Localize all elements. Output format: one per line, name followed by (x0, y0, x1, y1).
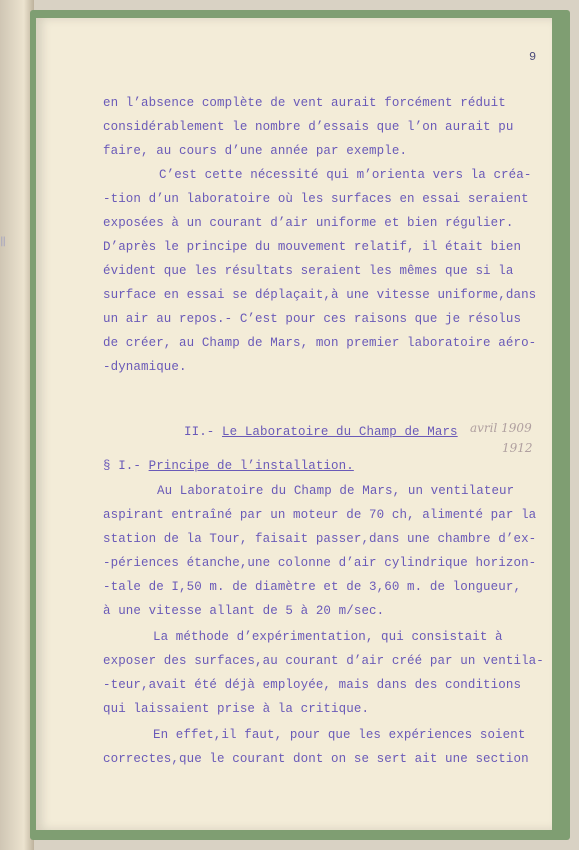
text-line: C’est cette nécessité qui m’orienta vers la créa- (159, 168, 532, 182)
text-line: aspirant entraîné par un moteur de 70 ch, alimenté par la (103, 508, 537, 522)
text-line: -teur,avait été déjà employée, mais dans des conditions (103, 678, 522, 692)
section-heading-prefix: II.- (184, 425, 223, 439)
document-page (36, 18, 552, 830)
subheading (103, 459, 354, 473)
text-line: station de la Tour, faisait passer,dans une chambre d’ex- (103, 532, 537, 546)
subheading-prefix: § I.- (103, 459, 149, 473)
handwritten-annotation: avril 1909 (470, 421, 532, 435)
text-line: un air au repos.- C’est pour ces raisons que je résolus (103, 312, 522, 326)
text-line: Au Laboratoire du Champ de Mars, un ventilateur (157, 484, 515, 498)
text-line: -dynamique. (103, 360, 187, 374)
text-line: faire, au cours d’une année par exemple. (103, 144, 408, 158)
text-line: considérablement le nombre d’essais que l’on aurait pu (103, 120, 514, 134)
facing-page-edge (0, 0, 34, 850)
section-heading-title: Le Laboratoire du Champ de Mars (222, 425, 458, 439)
text-line: En effet,il faut, pour que les expériences soient (153, 728, 526, 742)
text-line: correctes,que le courant dont on se sert ait une section (103, 752, 529, 766)
margin-mark: ‖ (0, 237, 7, 248)
section-heading (184, 425, 458, 439)
text-line: -tale de I,50 m. de diamètre et de 3,60 m. de longueur, (103, 580, 522, 594)
text-line: à une vitesse allant de 5 à 20 m/sec. (103, 604, 385, 618)
text-line: qui laissaient prise à la critique. (103, 702, 370, 716)
text-line: surface en essai se déplaçait,à une vitesse uniforme,dans (103, 288, 537, 302)
subheading-title: Principe de l’installation. (148, 459, 354, 473)
text-line: de créer, au Champ de Mars, mon premier laboratoire aéro- (103, 336, 537, 350)
text-line: en l’absence complète de vent aurait forcément réduit (103, 96, 506, 110)
page-number: 9 (529, 50, 537, 64)
text-line: -périences étanche,une colonne d’air cylindrique horizon- (103, 556, 537, 570)
text-line: exposées à un courant d’air uniforme et bien régulier. (103, 216, 514, 230)
text-line: exposer des surfaces,au courant d’air créé par un ventila- (103, 654, 544, 668)
handwritten-annotation-year: 1912 (502, 441, 533, 455)
text-line: évident que les résultats seraient les mêmes que si la (103, 264, 514, 278)
text-line: La méthode d’expérimentation, qui consistait à (153, 630, 503, 644)
text-line: D’après le principe du mouvement relatif, il était bien (103, 240, 522, 254)
text-line: -tion d’un laboratoire où les surfaces en essai seraient (103, 192, 529, 206)
